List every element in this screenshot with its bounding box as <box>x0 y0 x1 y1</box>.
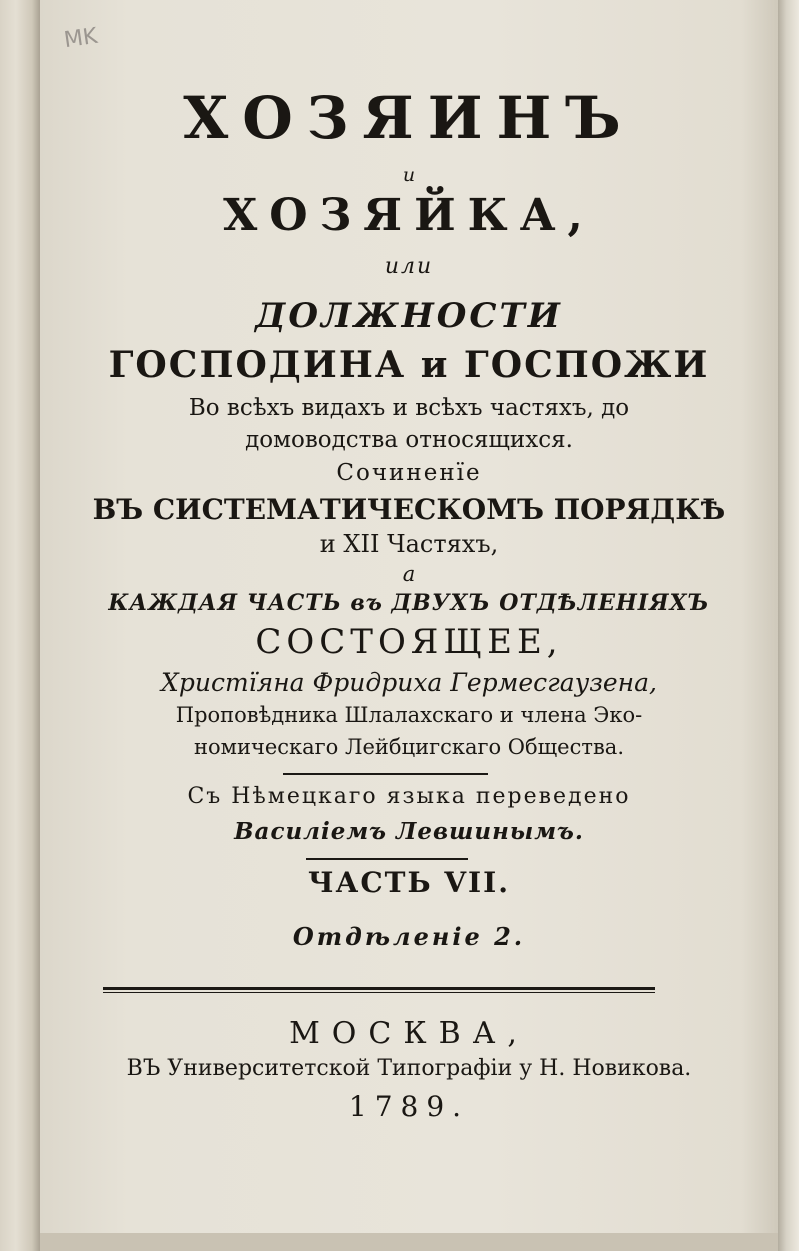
author-role-1: Проповѣдника Шлалахскаго и члена Эко- <box>175 703 643 727</box>
subtitle-line-2: домоводства относящихся. <box>245 427 573 453</box>
author-name: Христїяна Фридриха Гермесгаузена, <box>161 668 657 697</box>
divider-rule <box>283 773 488 775</box>
author-role-2: номическаго Лейбцигскаго Общества. <box>193 735 625 759</box>
imprint-city: МОСКВА, <box>289 1016 529 1051</box>
section-number: Отдѣленie 2. <box>292 922 526 951</box>
conjunction-ili: или <box>384 254 434 279</box>
subtitle-gospodina: ГОСПОДИНА и ГОСПОЖИ <box>108 344 710 386</box>
label-systematic-order: ВЪ СИСТЕМАТИЧЕСКОМЪ ПОРЯДКѢ <box>92 493 726 526</box>
divider-double-rule <box>103 992 655 993</box>
title-main: ХОЗЯИНЪ <box>183 84 635 152</box>
book-spine <box>0 0 40 1251</box>
subtitle-line-1: Во всѣхъ видахъ и всѣхъ частяхъ, до <box>188 395 630 421</box>
subtitle-dolzhnosti: ДОЛЖНОСТИ <box>255 296 563 336</box>
label-sostoyashchee: СОСТОЯЩЕЕ, <box>255 622 563 662</box>
conjunction-a: а <box>402 562 416 586</box>
pencil-mark: MK <box>62 23 99 54</box>
label-xii-parts: и XII Частяхъ, <box>319 530 499 558</box>
label-sochinenie: Сочиненїе <box>336 460 482 486</box>
imprint-year: 1789. <box>348 1090 470 1123</box>
translator-name: Василiемъ Левшинымъ. <box>234 818 584 845</box>
conjunction-i: и <box>402 164 416 186</box>
title-second: ХОЗЯЙКА, <box>223 190 595 241</box>
divider-double-rule <box>103 987 655 990</box>
imprint-printer: ВЪ Университетской Типографiи у Н. Новикова. <box>126 1056 692 1081</box>
label-each-part: КАЖДАЯ ЧАСТЬ въ ДВУХЪ ОТДѢЛЕНІЯХЪ <box>108 590 710 616</box>
part-number: ЧАСТЬ VII. <box>307 866 510 899</box>
page-edge <box>778 0 799 1251</box>
translation-note: Съ Нѣмецкаго языка переведено <box>187 784 631 809</box>
divider-rule <box>306 858 468 860</box>
